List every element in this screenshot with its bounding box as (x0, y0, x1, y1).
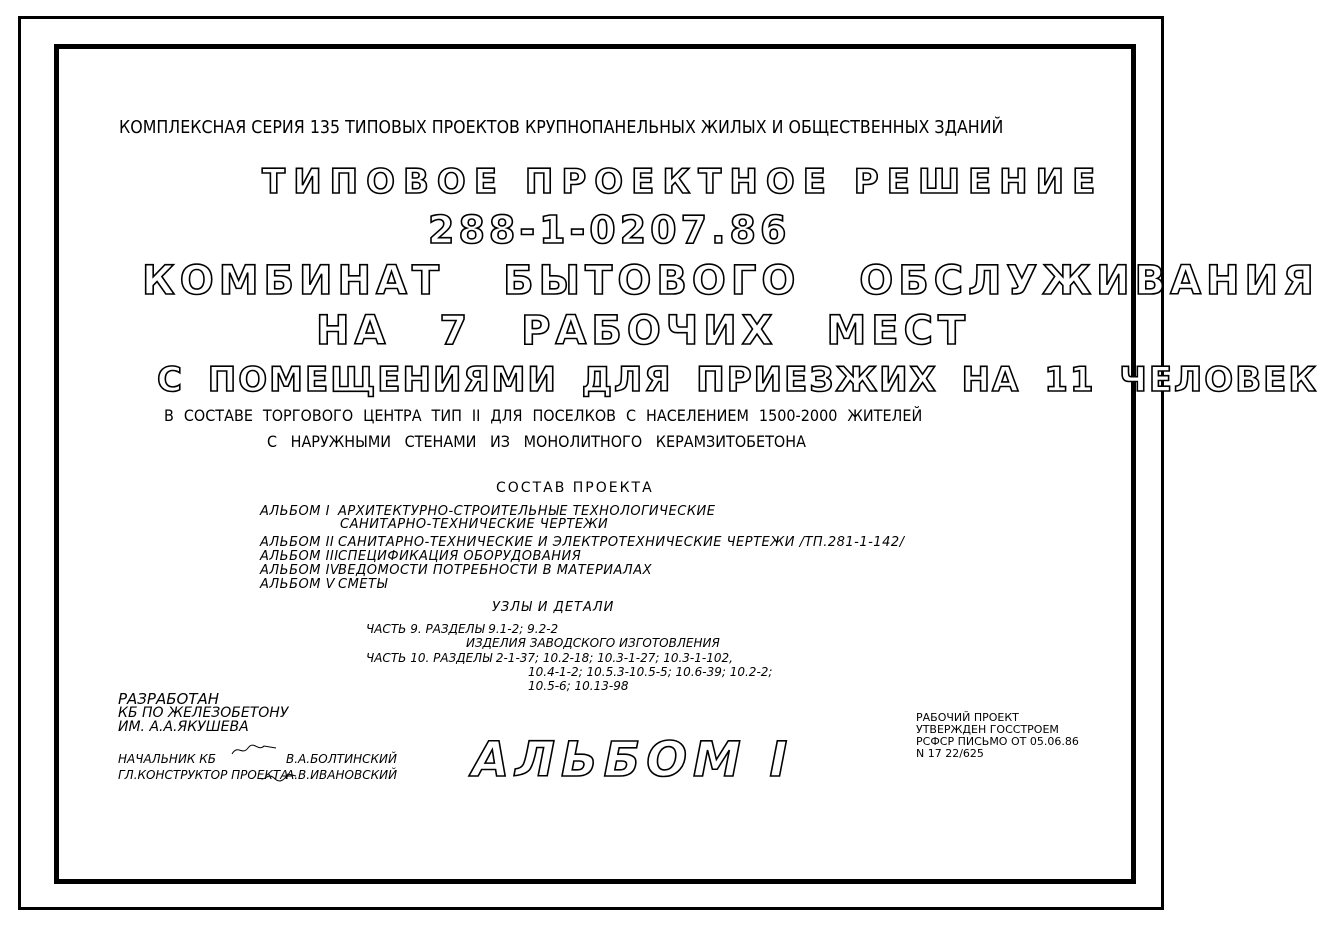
nodes-heading: УЗЛЫ И ДЕТАЛИ (492, 600, 615, 615)
approval-line: РАБОЧИЙ ПРОЕКТ (916, 711, 1019, 724)
composition-heading: СОСТАВ ПРОЕКТА (496, 480, 654, 496)
title-capacity: НА 7 РАБОЧИХ МЕСТ (316, 308, 971, 354)
name-head: В.А.БОЛТИНСКИЙ (286, 752, 397, 766)
signature-1 (230, 742, 280, 758)
subtitle-walls: С НАРУЖНЫМИ СТЕНАМИ ИЗ МОНОЛИТНОГО КЕРАМЗИТОБЕТОНА (267, 432, 806, 451)
album-label: АЛЬБОМ V (260, 577, 335, 592)
album-2-row (260, 535, 905, 550)
approval-line: РСФСР ПИСЬМО ОТ 05.06.86 (916, 735, 1079, 748)
title-type: ТИПОВОЕ ПРОЕКТНОЕ РЕШЕНИЕ (262, 162, 1104, 202)
subtitle-composition: В СОСТАВЕ ТОРГОВОГО ЦЕНТРА ТИП II ДЛЯ ПОСЕЛКОВ С НАСЕЛЕНИЕМ 1500-2000 ЖИТЕЛЕЙ (164, 406, 923, 425)
part-10-continued: 10.4-1-2; 10.5.3-10.5-5; 10.6-39; 10.2-2; (528, 665, 773, 679)
name-chief: А.В.ИВАНОВСКИЙ (286, 768, 398, 782)
title-code: 288-1-0207.86 (428, 208, 791, 252)
developer-block (118, 692, 288, 734)
approval-line: УТВЕРЖДЕН ГОССТРОЕМ (916, 723, 1059, 736)
title-rooms: С ПОМЕЩЕНИЯМИ ДЛЯ ПРИЕЗЖИХ НА 11 ЧЕЛОВЕК (157, 360, 1319, 400)
developer-heading: РАЗРАБОТАН (118, 690, 220, 708)
album-3-row (260, 549, 581, 564)
part-9: ЧАСТЬ 9. РАЗДЕЛЫ 9.1-2; 9.2-2 (366, 622, 559, 636)
album-label: АЛЬБОМ IV (260, 563, 340, 578)
album-text: АРХИТЕКТУРНО-СТРОИТЕЛЬНЫЕ ТЕХНОЛОГИЧЕСКИЕ (338, 504, 716, 519)
album-label: АЛЬБОМ III (260, 549, 339, 564)
approval-block (916, 712, 1079, 760)
names-block (286, 751, 397, 783)
album-label: АЛЬБОМ I (260, 504, 330, 519)
role-head: НАЧАЛЬНИК КБ (118, 752, 217, 766)
part-9-continued: ИЗДЕЛИЯ ЗАВОДСКОГО ИЗГОТОВЛЕНИЯ (466, 636, 720, 650)
approval-line: N 17 22/625 (916, 747, 984, 760)
part-10: ЧАСТЬ 10. РАЗДЕЛЫ 2-1-37; 10.2-18; 10.3-1-27; 10.3-1-102, (366, 651, 733, 665)
title-name: КОМБИНАТ БЫТОВОГО ОБСЛУЖИВАНИЯ (142, 258, 1319, 304)
part-10-continued: 10.5-6; 10.13-98 (528, 679, 629, 693)
album-text: САНИТАРНО-ТЕХНИЧЕСКИЕ И ЭЛЕКТРОТЕХНИЧЕСКИЕ ЧЕРТЕЖИ /ТП.281-1-142/ (338, 535, 905, 550)
developer-org: КБ ПО ЖЕЛЕЗОБЕТОНУ (118, 705, 289, 721)
album-text: СПЕЦИФИКАЦИЯ ОБОРУДОВАНИЯ (338, 549, 582, 564)
developer-name: ИМ. А.А.ЯКУШЕВА (118, 719, 249, 735)
series-title: КОМПЛЕКСНАЯ СЕРИЯ 135 ТИПОВЫХ ПРОЕКТОВ КРУПНОПАНЕЛЬНЫХ ЖИЛЫХ И ОБЩЕСТВЕННЫХ ЗДАНИЙ (119, 117, 1004, 138)
album-text: СМЕТЫ (338, 577, 388, 592)
album-title: АЛЬБОМ I (472, 732, 794, 788)
album-5-row (260, 577, 388, 592)
role-chief: ГЛ.КОНСТРУКТОР ПРОЕКТА (118, 768, 289, 782)
album-text: ВЕДОМОСТИ ПОТРЕБНОСТИ В МАТЕРИАЛАХ (338, 563, 652, 578)
album-label: АЛЬБОМ II (260, 535, 335, 550)
album-1-continued: САНИТАРНО-ТЕХНИЧЕСКИЕ ЧЕРТЕЖИ (340, 517, 609, 532)
album-4-row (260, 563, 652, 578)
